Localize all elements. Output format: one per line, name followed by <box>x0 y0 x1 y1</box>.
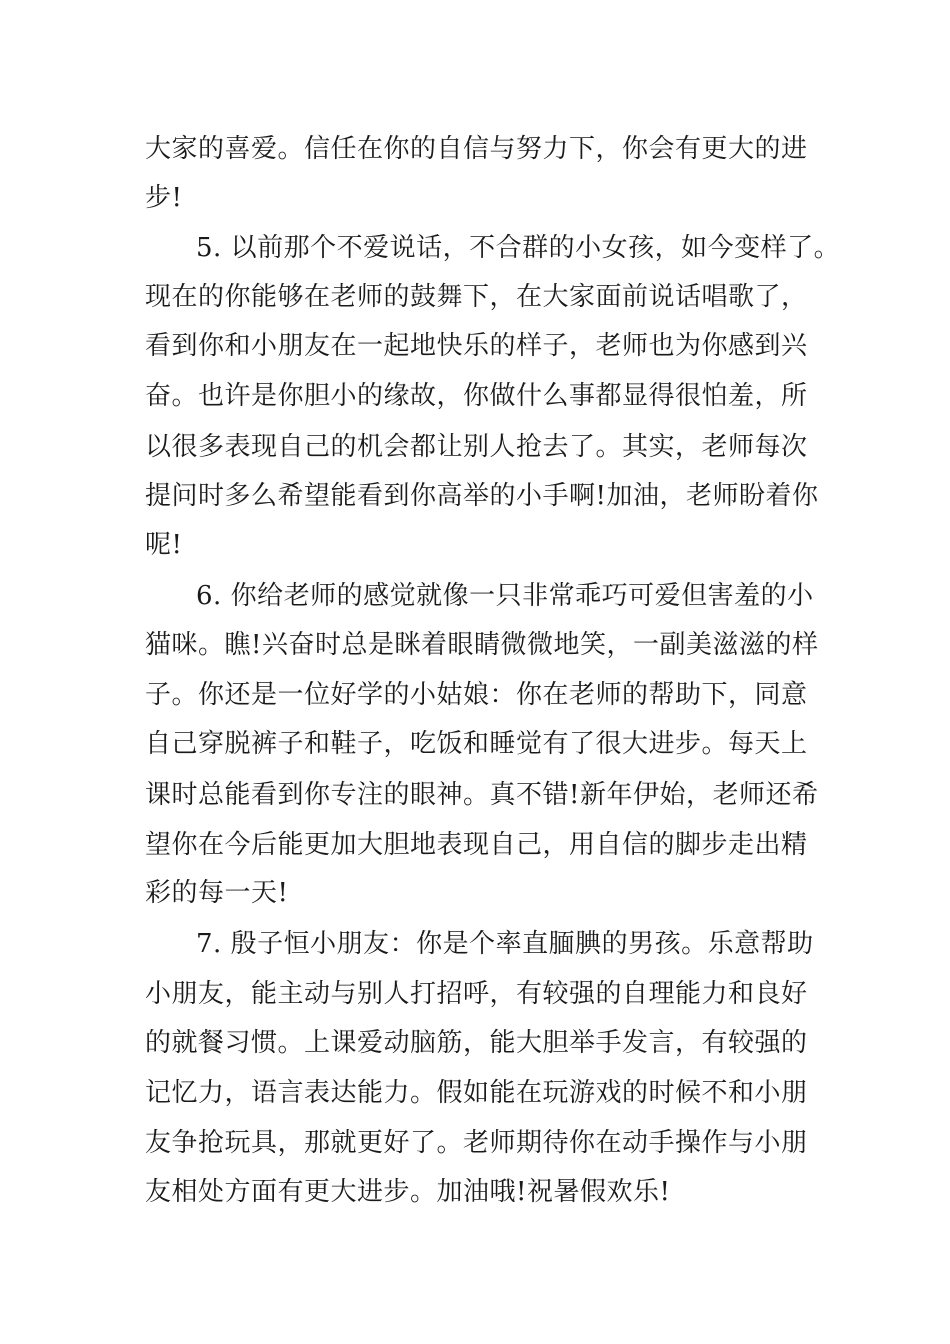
text-line: 课时总能看到你专注的眼神。真不错!新年伊始，老师还希 <box>145 780 819 810</box>
paragraph-5-start: 5. 以前那个不爱说话，不合群的小女孩，如今变样了。 <box>196 233 841 263</box>
text-line: 自己穿脱裤子和鞋子，吃饭和睡觉有了很大进步。每天上 <box>145 729 808 759</box>
text-line: 现在的你能够在老师的鼓舞下，在大家面前说话唱歌了， <box>145 282 808 312</box>
text-line: 记忆力，语言表达能力。假如能在玩游戏的时候不和小朋 <box>145 1078 808 1108</box>
text-line: 大家的喜爱。信任在你的自信与努力下，你会有更大的进 <box>145 134 808 164</box>
text-line: 彩的每一天! <box>145 878 289 908</box>
text-line: 望你在今后能更加大胆地表现自己，用自信的脚步走出精 <box>145 830 808 860</box>
text-line: 子。你还是一位好学的小姑娘：你在老师的帮助下，同意 <box>145 680 808 710</box>
text-line: 奋。也许是你胆小的缘故，你做什么事都显得很怕羞，所 <box>145 381 808 411</box>
text-line: 以很多表现自己的机会都让别人抢去了。其实，老师每次 <box>145 432 808 462</box>
text-line: 提问时多么希望能看到你高举的小手啊!加油，老师盼着你 <box>145 481 819 511</box>
text-line: 的就餐习惯。上课爱动脑筋，能大胆举手发言，有较强的 <box>145 1028 808 1058</box>
paragraph-6-start: 6. 你给老师的感觉就像一只非常乖巧可爱但害羞的小 <box>196 581 814 611</box>
text-line: 猫咪。瞧!兴奋时总是眯着眼睛微微地笑，一副美滋滋的样 <box>145 630 819 660</box>
text-line: 小朋友，能主动与别人打招呼，有较强的自理能力和良好 <box>145 979 808 1009</box>
text-line: 呢! <box>145 530 183 560</box>
text-line: 步! <box>145 183 183 213</box>
text-line: 友争抢玩具，那就更好了。老师期待你在动手操作与小朋 <box>145 1128 808 1158</box>
text-line: 看到你和小朋友在一起地快乐的样子，老师也为你感到兴 <box>145 331 808 361</box>
text-line: 友相处方面有更大进步。加油哦!祝暑假欢乐! <box>145 1177 671 1207</box>
paragraph-7-start: 7. 殷子恒小朋友：你是个率直腼腆的男孩。乐意帮助 <box>196 929 814 959</box>
